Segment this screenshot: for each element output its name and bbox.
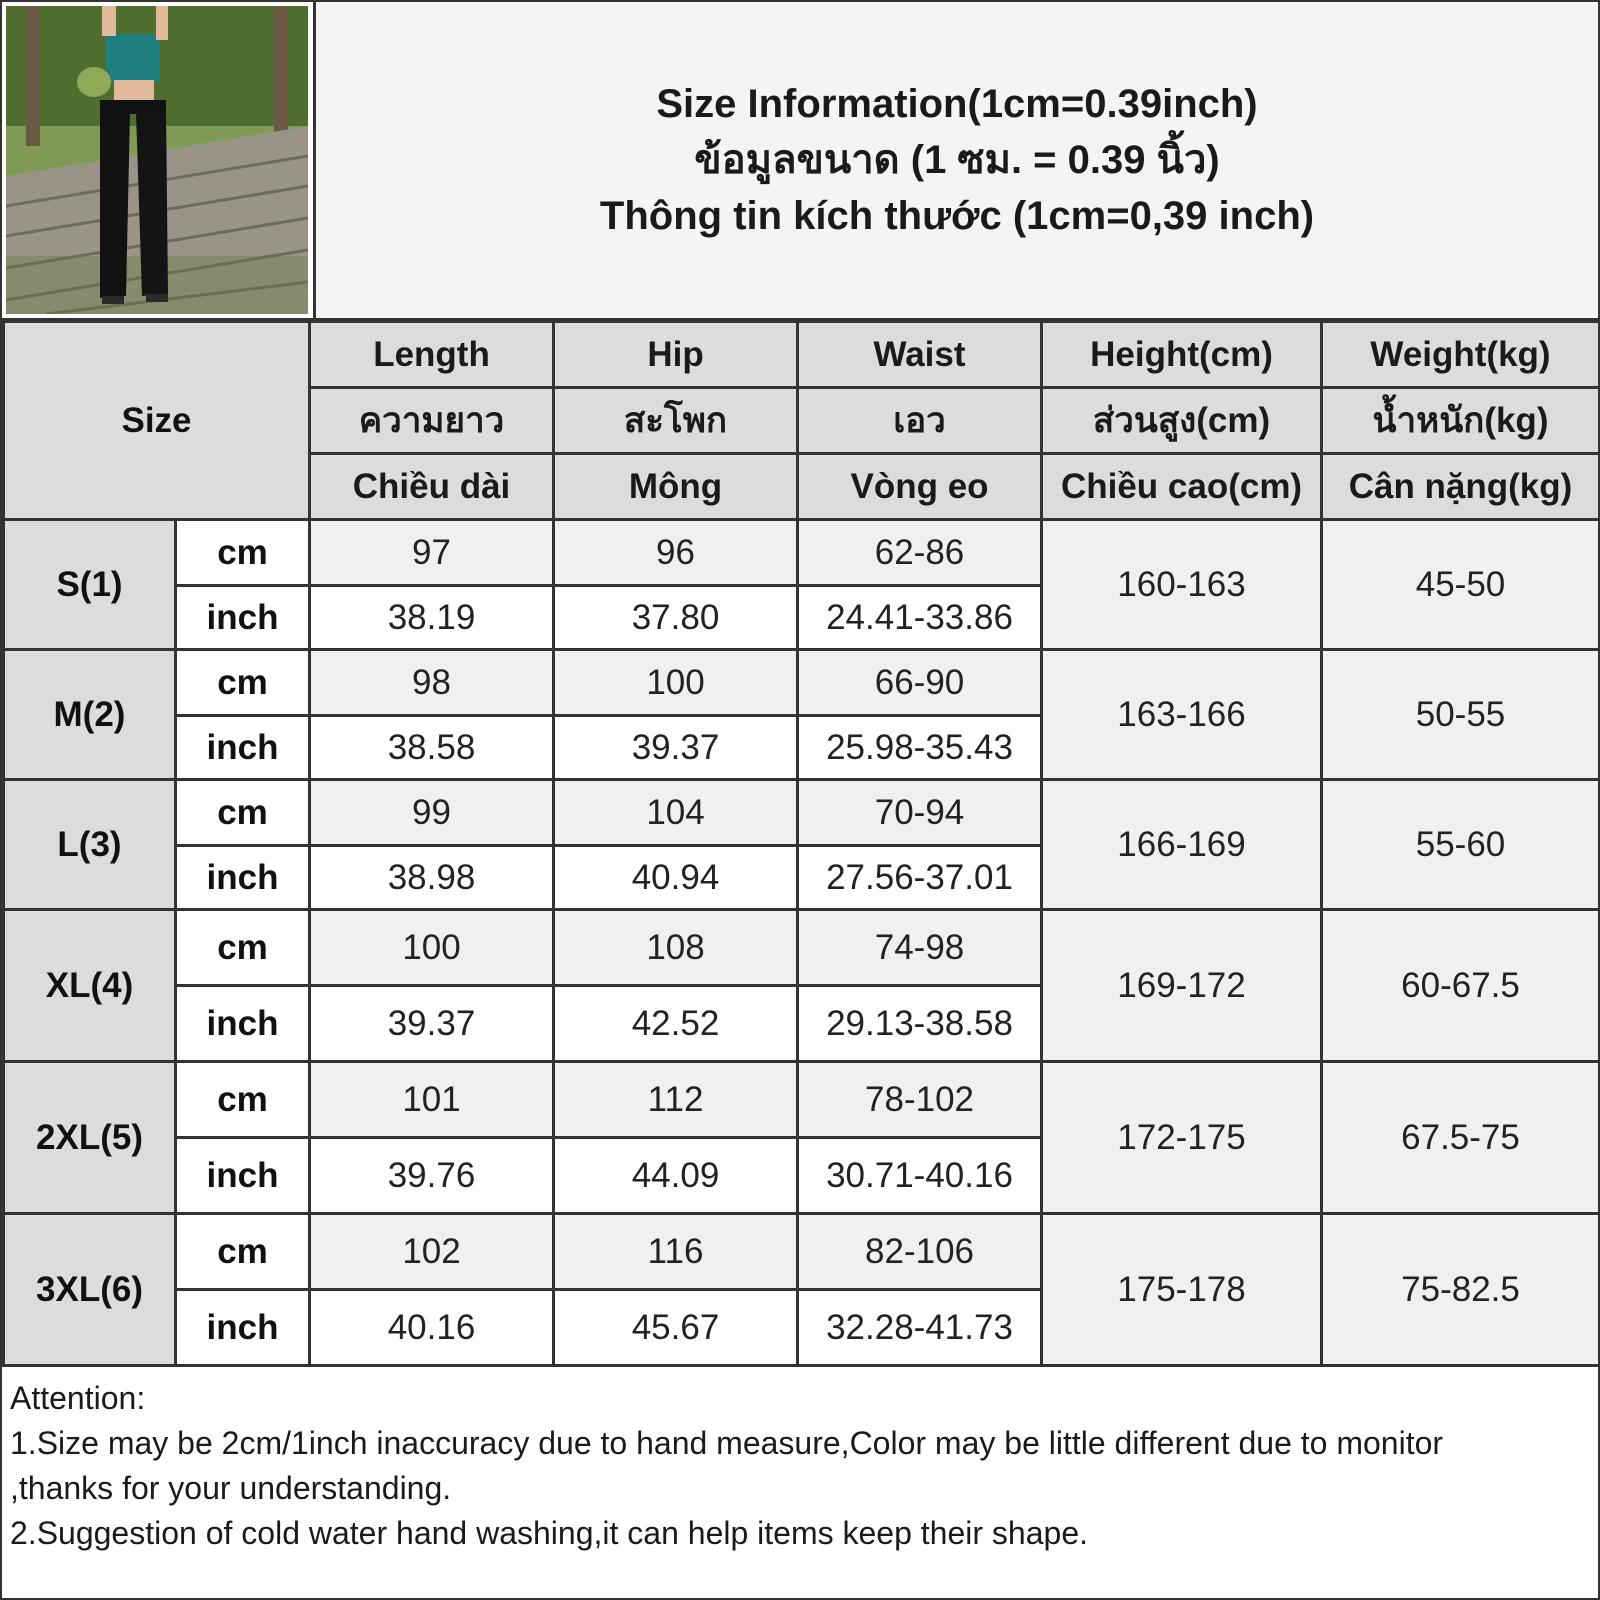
length-cm: 98 bbox=[310, 650, 554, 716]
weight-value: 45-50 bbox=[1322, 520, 1600, 650]
column-header-weight-th: น้ำหนัก(kg) bbox=[1322, 388, 1600, 454]
table-row bbox=[4, 780, 1600, 846]
length-inch: 38.19 bbox=[310, 586, 554, 650]
unit-label: cm bbox=[176, 910, 310, 986]
waist-inch: 32.28-41.73 bbox=[798, 1290, 1042, 1366]
table-row bbox=[4, 1062, 1600, 1138]
product-photo-icon bbox=[6, 6, 308, 314]
waist-cm: 74-98 bbox=[798, 910, 1042, 986]
unit-label: cm bbox=[176, 520, 310, 586]
size-label: 2XL(5) bbox=[4, 1062, 176, 1214]
unit-label: inch bbox=[176, 716, 310, 780]
length-inch: 39.76 bbox=[310, 1138, 554, 1214]
column-header-hip-th: สะโพก bbox=[554, 388, 798, 454]
table-row bbox=[4, 910, 1600, 986]
hip-inch: 40.94 bbox=[554, 846, 798, 910]
waist-inch: 27.56-37.01 bbox=[798, 846, 1042, 910]
length-inch: 38.98 bbox=[310, 846, 554, 910]
product-photo bbox=[6, 6, 308, 314]
unit-label: cm bbox=[176, 1062, 310, 1138]
length-inch: 40.16 bbox=[310, 1290, 554, 1366]
length-cm: 102 bbox=[310, 1214, 554, 1290]
note-line-1: 1.Size may be 2cm/1inch inaccuracy due to hand measure,Color may be little different due to monitor bbox=[10, 1425, 1444, 1461]
unit-label: cm bbox=[176, 650, 310, 716]
length-inch: 39.37 bbox=[310, 986, 554, 1062]
column-header-waist-vi: Vòng eo bbox=[798, 454, 1042, 520]
unit-label: cm bbox=[176, 1214, 310, 1290]
height-value: 172-175 bbox=[1042, 1062, 1322, 1214]
unit-label: cm bbox=[176, 780, 310, 846]
waist-cm: 70-94 bbox=[798, 780, 1042, 846]
length-cm: 100 bbox=[310, 910, 554, 986]
title-vietnamese: Thông tin kích thước (1cm=0,39 inch) bbox=[599, 194, 1315, 238]
attention-notes bbox=[10, 1376, 1592, 1556]
column-header-waist: Waist bbox=[798, 322, 1042, 388]
column-header-length: Length bbox=[310, 322, 554, 388]
size-label: 3XL(6) bbox=[4, 1214, 176, 1366]
column-header-waist-th: เอว bbox=[798, 388, 1042, 454]
hip-cm: 108 bbox=[554, 910, 798, 986]
title-thai: ข้อมูลขนาด (1 ซม. = 0.39 นิ้ว) bbox=[694, 138, 1220, 182]
weight-value: 50-55 bbox=[1322, 650, 1600, 780]
header-row-english bbox=[4, 322, 1600, 388]
column-header-height-vi: Chiều cao(cm) bbox=[1042, 454, 1322, 520]
column-header-hip: Hip bbox=[554, 322, 798, 388]
weight-value: 60-67.5 bbox=[1322, 910, 1600, 1062]
table-row bbox=[4, 1214, 1600, 1290]
column-header-weight-vi: Cân nặng(kg) bbox=[1322, 454, 1600, 520]
size-header: Size bbox=[4, 322, 310, 520]
table-row bbox=[4, 650, 1600, 716]
hip-inch: 42.52 bbox=[554, 986, 798, 1062]
length-cm: 101 bbox=[310, 1062, 554, 1138]
height-value: 169-172 bbox=[1042, 910, 1322, 1062]
length-inch: 38.58 bbox=[310, 716, 554, 780]
unit-label: inch bbox=[176, 1290, 310, 1366]
hip-inch: 44.09 bbox=[554, 1138, 798, 1214]
hip-inch: 39.37 bbox=[554, 716, 798, 780]
waist-cm: 78-102 bbox=[798, 1062, 1042, 1138]
unit-label: inch bbox=[176, 846, 310, 910]
hip-cm: 104 bbox=[554, 780, 798, 846]
hip-inch: 37.80 bbox=[554, 586, 798, 650]
height-value: 160-163 bbox=[1042, 520, 1322, 650]
height-value: 166-169 bbox=[1042, 780, 1322, 910]
size-label: M(2) bbox=[4, 650, 176, 780]
size-label: S(1) bbox=[4, 520, 176, 650]
waist-inch: 30.71-40.16 bbox=[798, 1138, 1042, 1214]
length-cm: 97 bbox=[310, 520, 554, 586]
unit-label: inch bbox=[176, 1138, 310, 1214]
column-header-height-th: ส่วนสูง(cm) bbox=[1042, 388, 1322, 454]
title-english: Size Information(1cm=0.39inch) bbox=[656, 82, 1258, 126]
waist-inch: 24.41-33.86 bbox=[798, 586, 1042, 650]
column-header-height: Height(cm) bbox=[1042, 322, 1322, 388]
size-label: XL(4) bbox=[4, 910, 176, 1062]
title-block bbox=[313, 2, 1598, 318]
size-table bbox=[2, 320, 1600, 1367]
size-label: L(3) bbox=[4, 780, 176, 910]
waist-cm: 82-106 bbox=[798, 1214, 1042, 1290]
column-header-weight: Weight(kg) bbox=[1322, 322, 1600, 388]
waist-inch: 25.98-35.43 bbox=[798, 716, 1042, 780]
column-header-length-th: ความยาว bbox=[310, 388, 554, 454]
waist-cm: 66-90 bbox=[798, 650, 1042, 716]
header-section bbox=[2, 2, 1598, 321]
weight-value: 75-82.5 bbox=[1322, 1214, 1600, 1366]
weight-value: 55-60 bbox=[1322, 780, 1600, 910]
notes-heading: Attention: bbox=[10, 1380, 146, 1416]
length-cm: 99 bbox=[310, 780, 554, 846]
column-header-hip-vi: Mông bbox=[554, 454, 798, 520]
waist-inch: 29.13-38.58 bbox=[798, 986, 1042, 1062]
height-value: 175-178 bbox=[1042, 1214, 1322, 1366]
hip-cm: 112 bbox=[554, 1062, 798, 1138]
hip-cm: 96 bbox=[554, 520, 798, 586]
height-value: 163-166 bbox=[1042, 650, 1322, 780]
note-line-3: 2.Suggestion of cold water hand washing,it can help items keep their shape. bbox=[10, 1515, 1088, 1551]
weight-value: 67.5-75 bbox=[1322, 1062, 1600, 1214]
table-row bbox=[4, 520, 1600, 586]
unit-label: inch bbox=[176, 986, 310, 1062]
hip-cm: 116 bbox=[554, 1214, 798, 1290]
column-header-length-vi: Chiều dài bbox=[310, 454, 554, 520]
note-line-2: ,thanks for your understanding. bbox=[10, 1470, 452, 1506]
waist-cm: 62-86 bbox=[798, 520, 1042, 586]
hip-inch: 45.67 bbox=[554, 1290, 798, 1366]
unit-label: inch bbox=[176, 586, 310, 650]
hip-cm: 100 bbox=[554, 650, 798, 716]
